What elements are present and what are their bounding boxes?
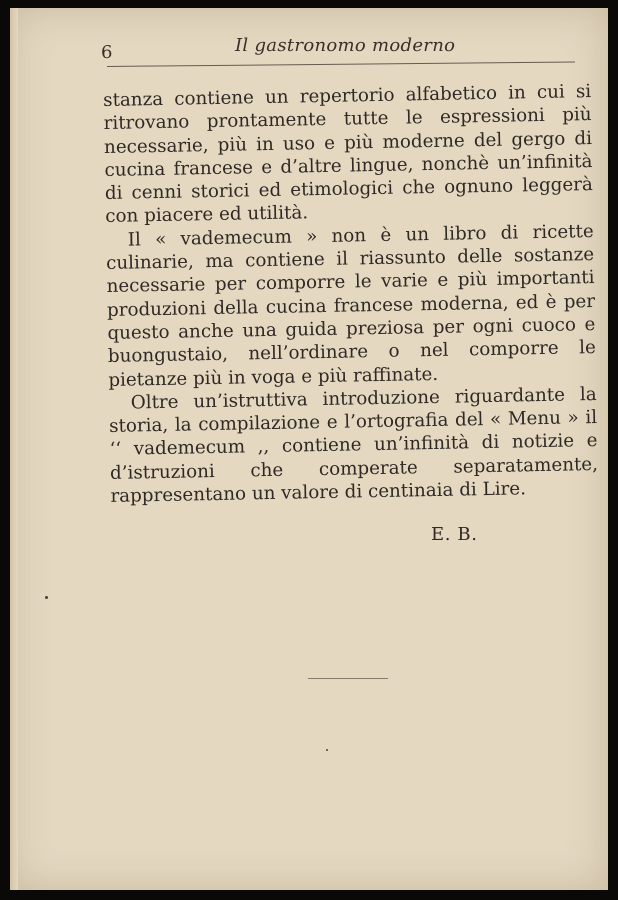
end-rule <box>308 678 388 679</box>
paragraph-continued: stanza contiene un repertorio alfabetico in cui si ritrovano prontamente tutte le espressioni più necessarie, più in uso e più moderne del gergo di cucina francese e d’altre lingue, nonchè un’infinità di cenni storici ed etimologici che ognuno leggerà con piacere ed utilità. <box>103 81 594 228</box>
paper-speck <box>45 596 48 599</box>
paragraph-vademecum: Il « vademecum » non è un libro di ricette culinarie, ma contiene il riassunto delle sostanze necessarie per comporre le varie e più importanti produzioni della cucina francese moderna, ed è per questo anche una guida preziosa per ogni cuoco e buongustaio, nell’ordinare o nel comporre le pietanze più in voga e più raffinate. <box>106 220 597 391</box>
body-text <box>103 80 599 508</box>
paper-speck <box>326 749 328 751</box>
page-header <box>101 34 571 64</box>
running-title: Il gastronomo moderno <box>235 35 456 56</box>
author-signature: E. B. <box>431 524 478 545</box>
paragraph-introduction: Oltre un’istruttiva introduzione riguardante la storia, la compilazione e l’ortografia del « Menu » il ‘‘ vademecum ,, contiene un’infinità di notizie e d’istruzioni che comperate separatamente, rappresentano un valore di centinaia di Lire. <box>108 383 599 507</box>
book-page <box>10 8 608 890</box>
page-gutter <box>10 8 18 890</box>
page-number: 6 <box>101 42 113 63</box>
